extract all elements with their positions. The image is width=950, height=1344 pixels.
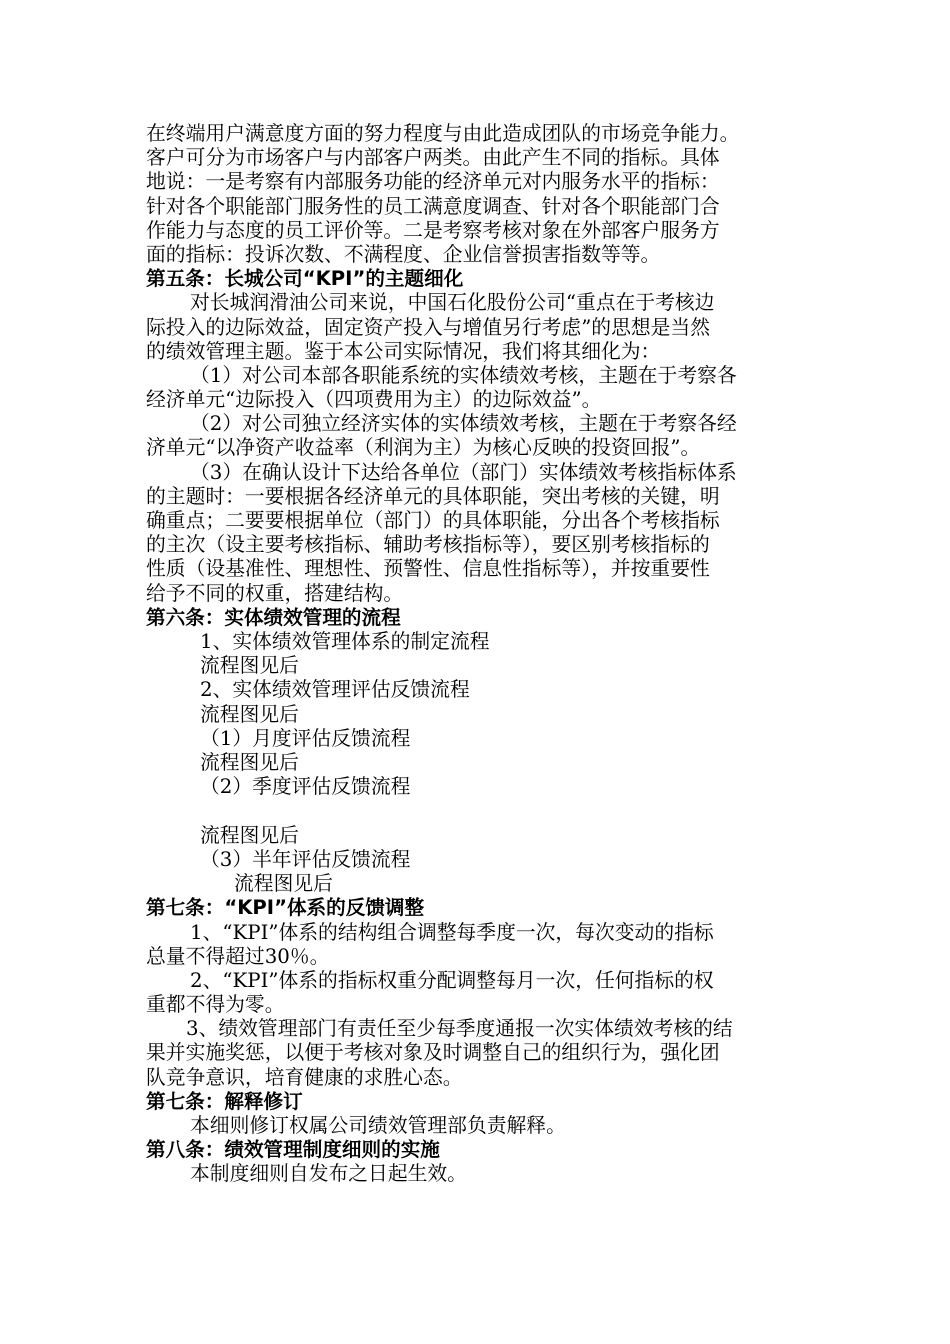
text-line: 针对各个职能部门服务性的员工满意度调查、针对各个职能部门合 (146, 194, 720, 218)
text-line: 本制度细则自发布之日起生效。 (190, 1162, 467, 1186)
text-line: 的绩效管理主题。鉴于本公司实际情况，我们将其细化为： (146, 339, 661, 363)
flow-note: 流程图见后 (200, 750, 299, 774)
text-line: （3）在确认设计下达给各单位（部门）实体绩效考核指标体系 (190, 460, 737, 484)
text-line: 在终端用户满意度方面的努力程度与由此造成团队的市场竞争能力。 (146, 122, 740, 145)
flow-item: （1）月度评估反馈流程 (200, 726, 411, 750)
section-heading-article-8: 第八条：绩效管理制度细则的实施 (146, 1138, 440, 1162)
text-line: 对长城润滑油公司来说，中国石化股份公司“重点在于考核边 (190, 291, 715, 315)
text-line: 2、“KPI”体系的指标权重分配调整每月一次，任何指标的权 (190, 968, 714, 992)
blank-line (146, 799, 816, 824)
flow-note: 流程图见后 (234, 872, 333, 896)
section-heading-article-6: 第六条：实体绩效管理的流程 (146, 605, 401, 629)
text-line: 地说：一是考察有内部服务功能的经济单元对内服务水平的指标： (146, 170, 720, 194)
flow-item: 2、实体绩效管理评估反馈流程 (200, 678, 470, 702)
text-line: 果并实施奖惩，以便于考核对象及时调整自己的组织行为，强化团 (146, 1041, 720, 1065)
text-line: 的主题时：一要根据各经济单元的具体职能，突出考核的关键，明 (146, 484, 720, 508)
text-line: 际投入的边际效益，固定资产投入与增值另行考虑”的思想是当然 (146, 315, 710, 339)
text-line: 济单元“以净资产收益率（利润为主）为核心反映的投资回报”。 (146, 436, 701, 460)
text-line: 确重点；二要要根据单位（部门）的具体职能，分出各个考核指标 (146, 509, 720, 532)
text-line: （1）对公司本部各职能系统的实体绩效考核，主题在于考察各 (190, 363, 737, 387)
text-line: 重都不得为零。 (146, 993, 285, 1017)
document-body (146, 122, 816, 1187)
flow-note: 流程图见后 (200, 823, 299, 847)
text-line: 给予不同的权重，搭建结构。 (146, 581, 404, 605)
flow-note: 流程图见后 (200, 654, 299, 678)
text-line: 本细则修订权属公司绩效管理部负责解释。 (190, 1114, 566, 1137)
text-line: 性质（设基准性、理想性、预警性、信息性指标等），并按重要性 (146, 557, 710, 581)
flow-item: （2）季度评估反馈流程 (200, 775, 411, 799)
text-line: 3、绩效管理部门有责任至少每季度通报一次实体绩效考核的结 (186, 1017, 733, 1041)
text-line: 经济单元“边际投入（四项费用为主）的边际效益”。 (146, 388, 602, 412)
section-heading-article-7: 第七条：“KPI”体系的反馈调整 (146, 896, 425, 920)
flow-item: 1、实体绩效管理体系的制定流程 (200, 629, 490, 653)
text-line: 队竞争意识，培育健康的求胜心态。 (146, 1065, 463, 1089)
text-line: 客户可分为市场客户与内部客户两类。由此产生不同的指标。具体 (146, 146, 720, 170)
section-heading-interpretation: 第七条：解释修订 (146, 1089, 303, 1113)
text-line: 1、“KPI”体系的结构组合调整每季度一次，每次变动的指标 (190, 920, 714, 944)
flow-item: （3）半年评估反馈流程 (200, 847, 411, 871)
text-line: 作能力与态度的员工评价等。二是考察考核对象在外部客户服务方 (146, 218, 720, 242)
text-line: 的主次（设主要考核指标、辅助考核指标等），要区别考核指标的 (146, 533, 710, 557)
text-line: 面的指标：投诉次数、不满程度、企业信誉损害指数等等。 (146, 242, 661, 266)
text-line: （2）对公司独立经济实体的实体绩效考核，主题在于考察各经 (190, 412, 737, 436)
text-line: 总量不得超过30％。 (146, 944, 330, 968)
section-heading-article-5: 第五条：长城公司“KPI”的主题细化 (146, 267, 464, 291)
flow-note: 流程图见后 (200, 702, 299, 726)
